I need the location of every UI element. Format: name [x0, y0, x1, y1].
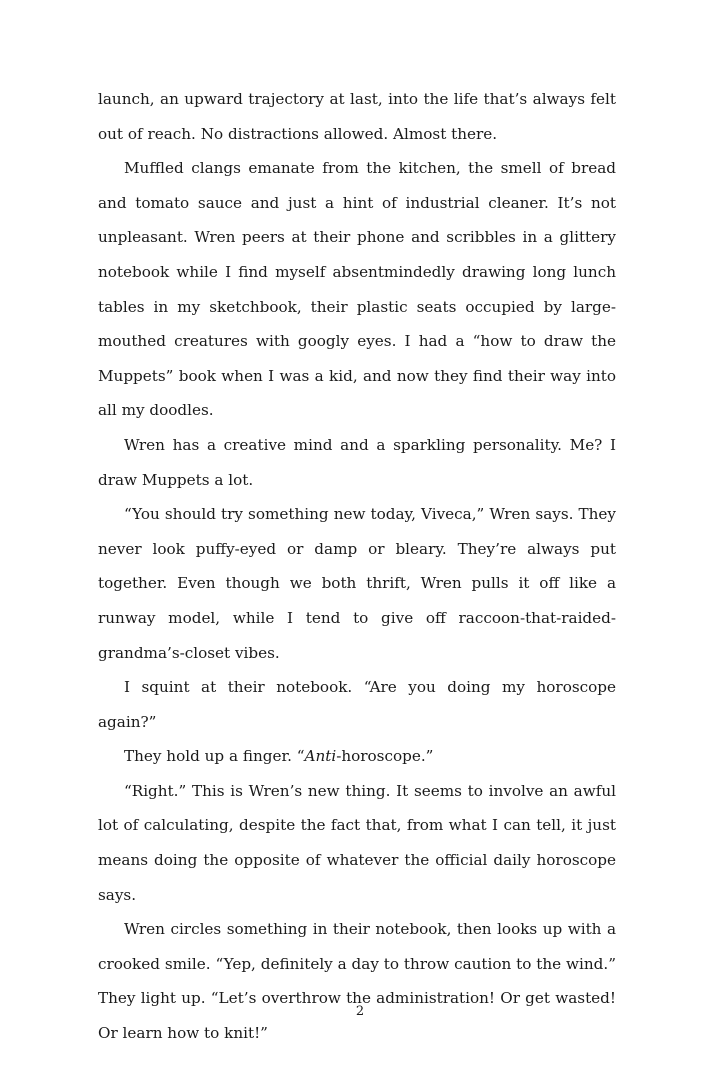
anti-horoscope-before: They hold up a finger. “: [124, 747, 305, 766]
paragraph-anti-horoscope: [98, 739, 616, 774]
paragraph-continuation: launch, an upward trajectory at last, into the life that’s always felt out of reach. No distractions allowed. Almost there.: [98, 90, 616, 143]
paragraph-kitchen-scene: Muffled clangs emanate from the kitchen, the smell of bread and tomato sauce and just a hint of industrial cleaner. It’s not unpleasant. Wren peers at their phone and scribbles in a glittery notebook while I find myself absentmindedly drawing long lunch tables in my sketchbook, their plastic seats occupied by large-mouthed creatures with googly eyes. I had a “how to draw the Muppets” book when I was a kid, and now they find their way into all my doodles.: [98, 159, 616, 420]
paragraph-try-something-new: “You should try something new today, Viveca,” Wren says. They never look puffy-eyed or damp or bleary. They’re always put together. Even though we both thrift, Wren pulls it off like a runway model, while I tend to give off raccoon-that-raided-grandma’s-closet vibes.: [98, 505, 616, 662]
body-text: [98, 82, 616, 1051]
page-number: 2: [355, 1004, 365, 1019]
anti-horoscope-italic: Anti: [304, 747, 337, 766]
paragraph-circles-notebook: Wren circles something in their notebook, then looks up with a crooked smile. “Yep, definitely a day to throw caution to the wind.” They light up. “Let’s overthrow the administration! Or get wasted! Or learn how to knit!”: [98, 920, 616, 1043]
paragraph-wren-creative: Wren has a creative mind and a sparkling personality. Me? I draw Muppets a lot.: [98, 435, 616, 489]
anti-horoscope-after: -horoscope.”: [336, 747, 434, 766]
paragraph-right-new-thing: “Right.” This is Wren’s new thing. It seems to involve an awful lot of calculating, despite the fact that, from what I can tell, it just means doing the opposite of whatever the official daily horoscope says.: [98, 781, 616, 904]
paragraph-squint-notebook: I squint at their notebook. “Are you doing my horoscope again?”: [98, 678, 616, 731]
